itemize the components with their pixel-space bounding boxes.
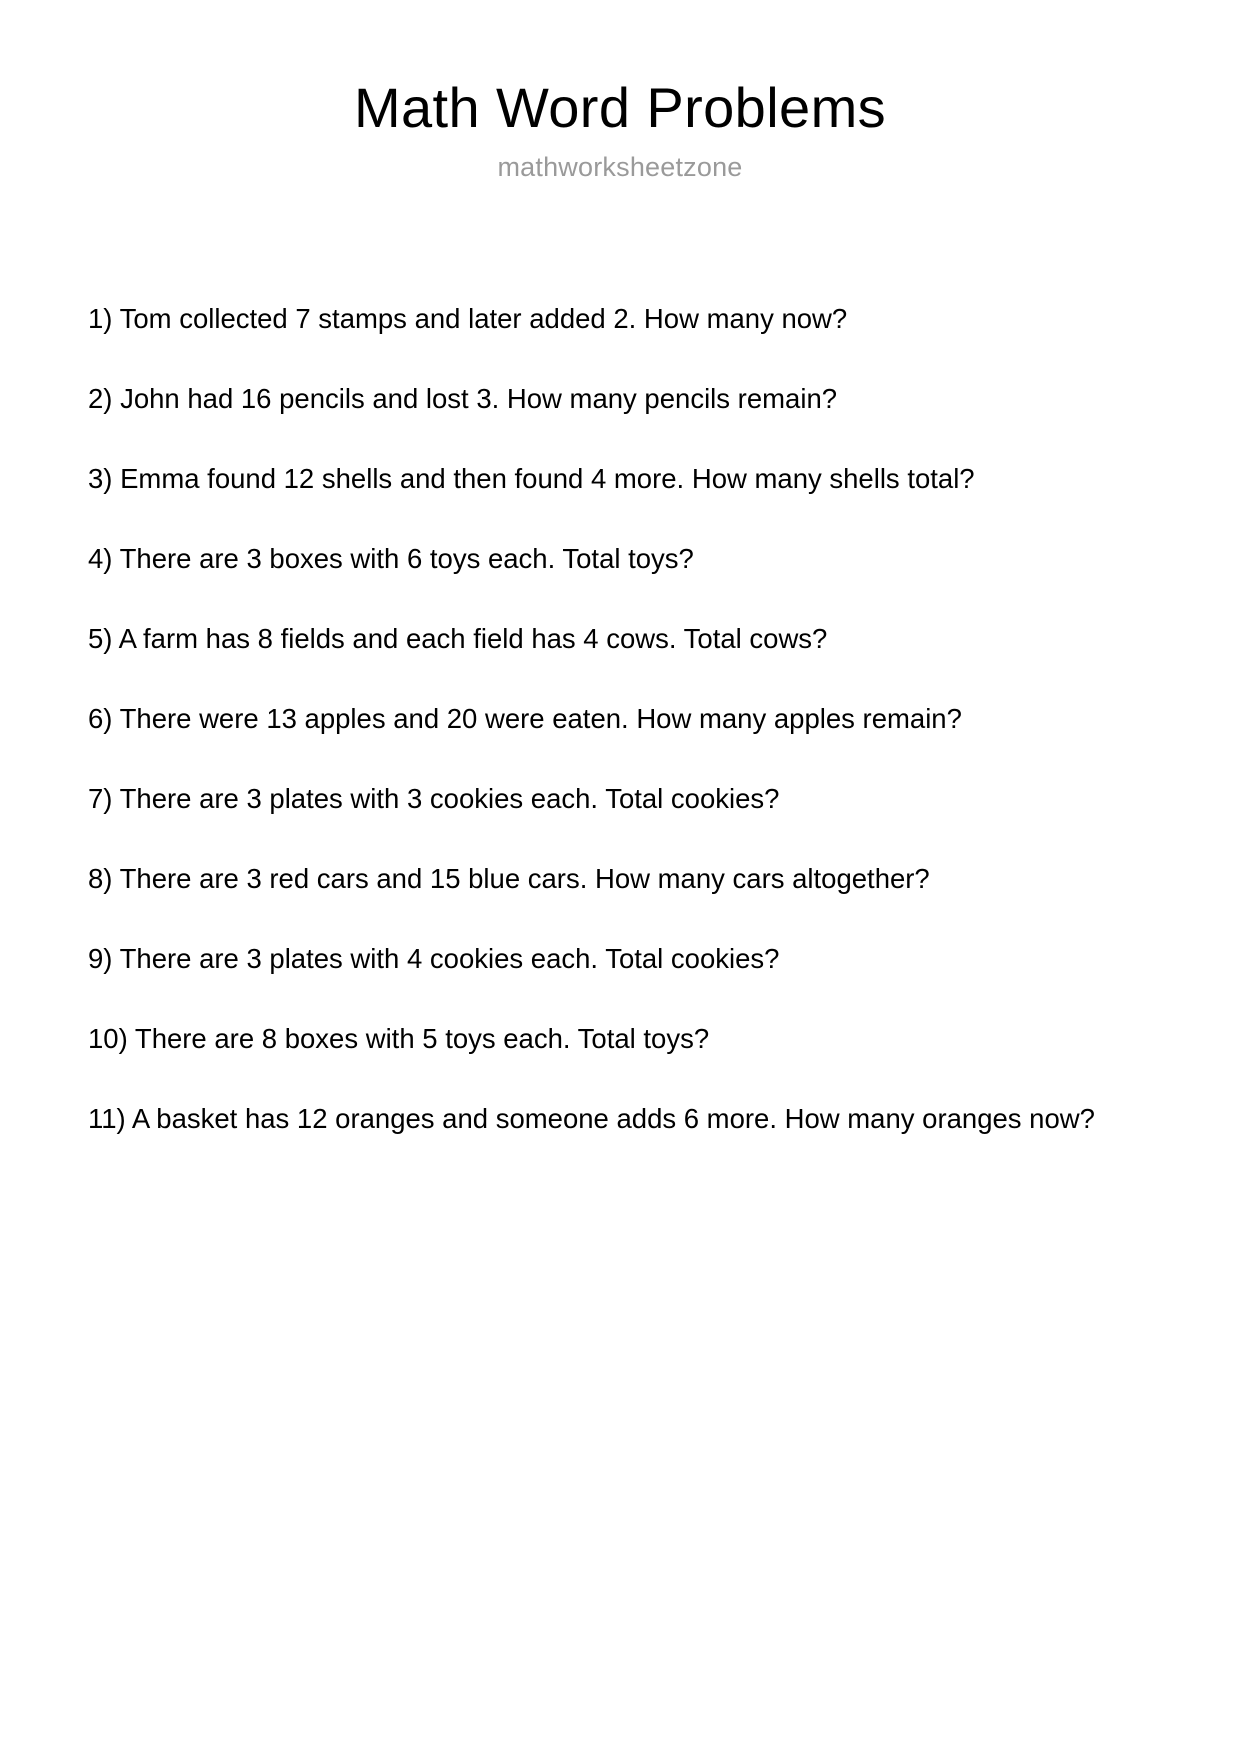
problem-item: 8) There are 3 red cars and 15 blue cars. How many cars altogether? xyxy=(88,865,930,894)
problem-item: 7) There are 3 plates with 3 cookies each. Total cookies? xyxy=(88,785,780,814)
problem-item: 11) A basket has 12 oranges and someone adds 6 more. How many oranges now? xyxy=(88,1105,1095,1134)
problem-item: 1) Tom collected 7 stamps and later added 2. How many now? xyxy=(88,305,848,334)
problem-item: 6) There were 13 apples and 20 were eaten. How many apples remain? xyxy=(88,705,962,734)
page-title: Math Word Problems xyxy=(353,76,887,139)
problem-item: 4) There are 3 boxes with 6 toys each. Total toys? xyxy=(88,545,694,574)
problem-item: 5) A farm has 8 fields and each field has 4 cows. Total cows? xyxy=(88,625,828,654)
worksheet-header xyxy=(0,0,1240,183)
problem-item: 9) There are 3 plates with 4 cookies each. Total cookies? xyxy=(88,945,780,974)
problem-item: 2) John had 16 pencils and lost 3. How many pencils remain? xyxy=(88,385,838,414)
page-subtitle: mathworksheetzone xyxy=(497,152,743,183)
problem-list xyxy=(88,305,1240,1139)
problem-item: 10) There are 8 boxes with 5 toys each. Total toys? xyxy=(88,1025,710,1054)
problem-item: 3) Emma found 12 shells and then found 4 more. How many shells total? xyxy=(88,465,975,494)
